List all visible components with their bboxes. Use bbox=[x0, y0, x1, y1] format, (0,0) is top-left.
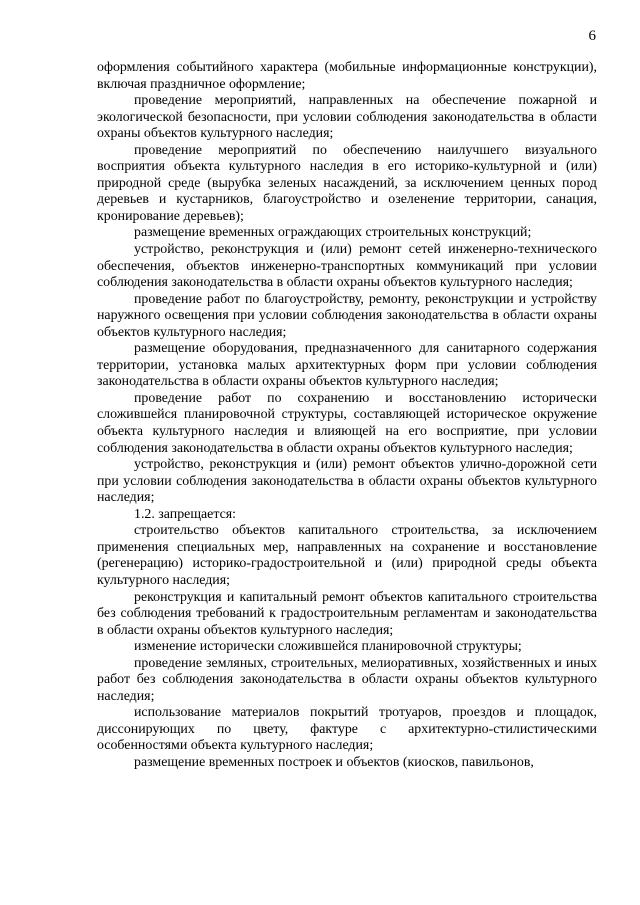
page-number: 6 bbox=[588, 28, 596, 44]
paragraph: проведение работ по сохранению и восстановлению исторически сложившейся планировочной структуры, составляющей историческое окружение объекта культурного наследия и влияющей на его восприятие, при условии соблюдения законодательства в области охраны объектов культурного наследия; bbox=[97, 390, 597, 456]
paragraph: размещение временных ограждающих строительных конструкций; bbox=[134, 225, 532, 241]
paragraph: проведение мероприятий, направленных на обеспечение пожарной и экологической безопасности, при условии соблюдения законодательства в области охраны объектов культурного наследия; bbox=[97, 93, 597, 142]
paragraph: проведение земляных, строительных, мелиоративных, хозяйственных и иных работ без соблюдения законодательства в области охраны объектов культурного наследия; bbox=[97, 655, 597, 704]
paragraph: устройство, реконструкция и (или) ремонт объектов улично-дорожной сети при условии соблюдения законодательства в области охраны объектов культурного наследия; bbox=[97, 457, 597, 506]
paragraph: размещение оборудования, предназначенного для санитарного содержания территории, установка малых архитектурных форм при условии соблюдения законодательства в области охраны объектов культурного наследия; bbox=[97, 341, 597, 390]
paragraph: реконструкция и капитальный ремонт объектов капитального строительства без соблюдения требований к градостроительным регламентам и законодательства в области охраны объектов культурного наследия; bbox=[97, 589, 597, 638]
section-heading: 1.2. запрещается: bbox=[134, 506, 237, 522]
paragraph: размещение временных построек и объектов (киосков, павильонов, bbox=[134, 754, 534, 770]
paragraph: устройство, реконструкция и (или) ремонт сетей инженерно-технического обеспечения, объектов инженерно-транспортных коммуникаций при условии соблюдения законодательства в области охраны объектов культурного наследия; bbox=[97, 242, 597, 291]
paragraph: использование материалов покрытий тротуаров, проездов и площадок, диссонирующих по цвету, фактуре с архитектурно-стилистическими особенностями объекта культурного наследия; bbox=[97, 705, 597, 754]
paragraph: строительство объектов капитального строительства, за исключением применения специальных мер, направленных на сохранение и восстановление (регенерацию) историко-градостроительной и (или) природной среды объекта культурного наследия; bbox=[97, 523, 597, 588]
paragraph: проведение работ по благоустройству, ремонту, реконструкции и устройству наружного освещения при условии соблюдения законодательства в области охраны объектов культурного наследия; bbox=[97, 291, 597, 340]
paragraph: оформления событийного характера (мобильные информационные конструкции), включая праздничное оформление; bbox=[97, 60, 597, 92]
paragraph: проведение мероприятий по обеспечению наилучшего визуального восприятия объекта культурного наследия в его историко-культурной и (или) природной среде (вырубка зеленых насаждений, за исключением ценных пород деревьев и кустарников, благоустройство и озеленение территории, санация, кронирование деревьев); bbox=[97, 142, 597, 224]
document-body bbox=[97, 60, 597, 772]
paragraph: изменение исторически сложившейся планировочной структуры; bbox=[134, 639, 522, 655]
